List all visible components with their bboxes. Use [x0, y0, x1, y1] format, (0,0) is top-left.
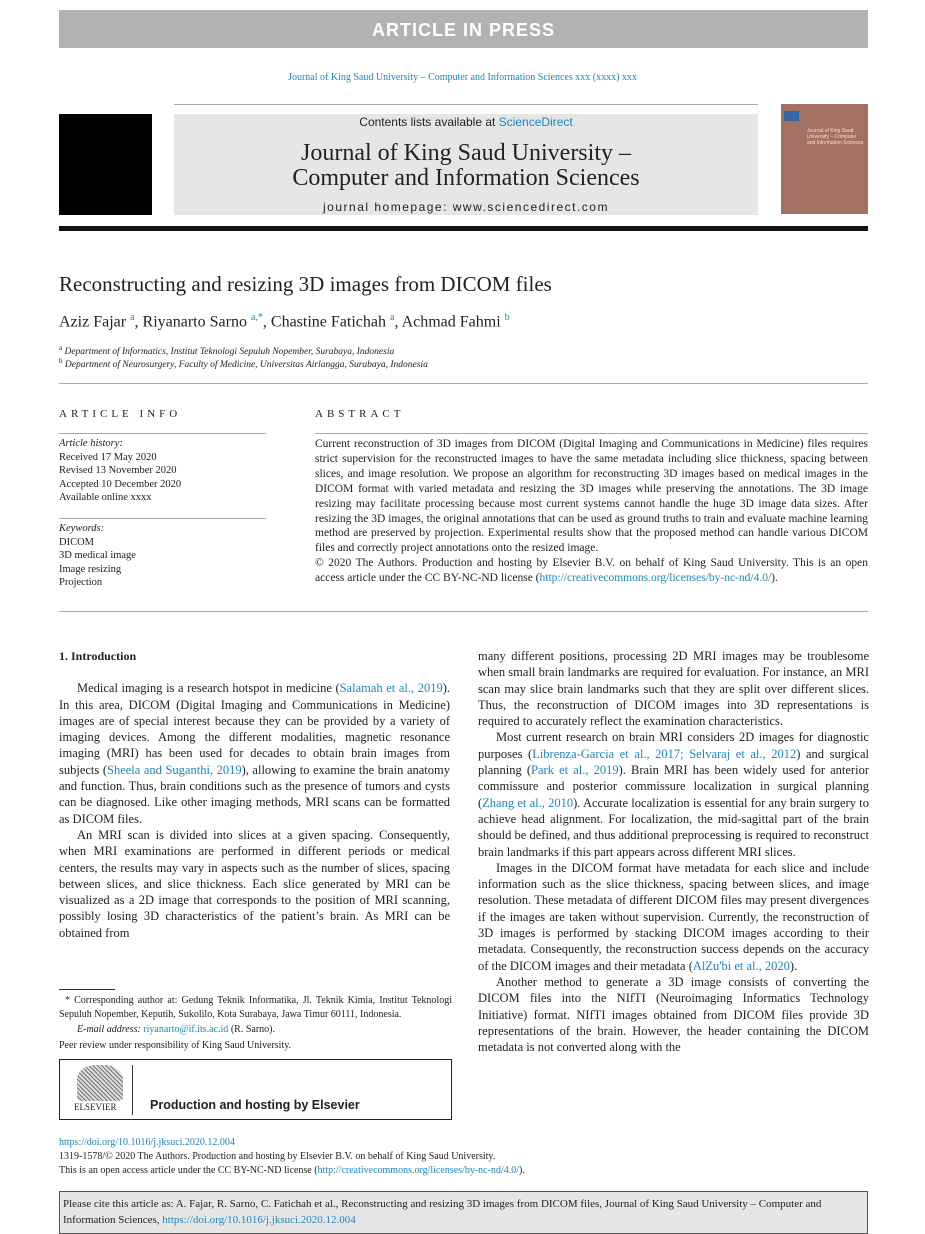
- affiliation-text: Department of Informatics, Institut Teknologi Sepuluh Nopember, Surabaya, Indonesia: [64, 347, 395, 358]
- column-left: [59, 648, 450, 1120]
- doi-link[interactable]: https://doi.org/10.1016/j.jksuci.2020.12.004: [59, 1137, 235, 1148]
- divider: [59, 383, 868, 384]
- article-title: Reconstructing and resizing 3D images from DICOM files: [59, 272, 552, 296]
- paragraph: many different positions, processing 2D MRI images may be troublesome when small brain landmarks are required for evaluation. For instance, an MRI scan may slice brain landmarks such that they are split over different slices. Thus, the reconstruction of DICOM images into 3D representations is required to accurately reflect the examination characteristics.: [478, 649, 869, 729]
- corresponding-note: * Corresponding author at: Gedung Teknik Informatika, Jl. Teknik Kimia, Institut Teknologi Sepuluh Nopember, Keputih, Sukolilo, Kota Surabaya, Jawa Timur 60111, Indonesia.: [59, 995, 452, 1020]
- copyright: © 2020 The Authors. Production and hosting by Elsevier B.V. on behalf of King Saud University. This is an open access article under the CC BY-NC-ND license (: [315, 557, 868, 585]
- journal-masthead: [174, 114, 758, 215]
- affil-mark[interactable]: a: [390, 312, 395, 323]
- text: ). Brain MRI has been widely used for anterior commissure and posterior commissure localization in surgical planning (: [478, 763, 869, 810]
- email-link[interactable]: riyanarto@if.its.ac.id: [143, 1024, 229, 1035]
- journal-cover-image: [781, 104, 868, 214]
- text: Images in the DICOM format have metadata for each slice and include information such as the slice thickness, spacing between slices, and image resolution. These metadata of different DICOM files may present divergences if the images are taken without supervision. Currently, the reconstruction of 3D images is performed by stacking DICOM images according to their metadata. Consequently, the reconstruction success depends on the accuracy of the DICOM images and their metadata (: [478, 860, 869, 973]
- affiliation: [59, 357, 428, 370]
- citation-link[interactable]: Park et al., 2019: [531, 763, 619, 778]
- license-link[interactable]: http://creativecommons.org/licenses/by-nc-nd/4.0/: [317, 1165, 519, 1176]
- elsevier-wordmark: ELSEVIER: [74, 1102, 117, 1112]
- abstract: [315, 437, 868, 586]
- divider: [174, 104, 758, 105]
- text: Medical imaging is a research hotspot in medicine (: [77, 681, 340, 696]
- author[interactable]: Achmad Fahmi: [401, 313, 501, 331]
- history-item: Accepted 10 December 2020: [59, 478, 182, 490]
- divider: [59, 433, 266, 434]
- journal-homepage: journal homepage: www.sciencedirect.com: [323, 200, 609, 214]
- author[interactable]: Riyanarto Sarno: [142, 313, 247, 331]
- text: Most current research on brain MRI considers 2D images for diagnostic purposes (: [478, 730, 869, 761]
- citation-link[interactable]: Salamah et al., 2019: [339, 681, 443, 696]
- sciencedirect-link[interactable]: ScienceDirect: [498, 115, 573, 129]
- text: ). Accurate localization is essential for any brain surgery to achieve head alignment. For localization, the mid-sagittal part of the brain should be defined, and thus additional preprocessing is required to reconstruct brain landmarks if this part appears across different MRI slices.: [478, 795, 869, 859]
- keyword: Image resizing: [59, 563, 122, 575]
- issn-line: 1319-1578/© 2020 The Authors. Production and hosting by Elsevier B.V. on behalf of King Saud University.: [59, 1151, 496, 1162]
- text: (R. Sarno).: [228, 1024, 275, 1035]
- abstract-text: Current reconstruction of 3D images from DICOM (Digital Imaging and Communications in Medicine) files requires strict supervision for the reconstructed images to have the same metadata including slice thickness, spacing between slices, and image resolution. We propose an algorithm for reconstructing 3D images based on medical images in the DICOM format with varied metadata and resizing the 3D images while preserving the annotations. The 3D image resizing may facilitate processing because most current systems cannot handle the huge 3D image data sizes. After resizing the 3D images, the original annotations that can be used as ground truths to train and evaluate machine learning method are preserved by projection. Experimental results show that the proposed method can handle various DICOM files and correctly project annotations onto the resized image.: [315, 438, 868, 555]
- email-label: E-mail address:: [77, 1024, 144, 1035]
- affiliation: [59, 344, 394, 357]
- paragraph: [59, 680, 450, 827]
- keyword: Projection: [59, 577, 103, 588]
- history-item: Received 17 May 2020: [59, 451, 157, 463]
- article-info-heading: ARTICLE INFO: [59, 408, 182, 420]
- paragraph: Another method to generate a 3D image consists of converting the DICOM files into the NIfTI (Neuroimaging Informatics Technology Initiative) format. NIfTI images obtained from DICOM files provide 3D representations of the brain. However, the header containing the DICOM metadata is not converted along with the: [478, 974, 869, 1055]
- journal-title-line1: Journal of King Saud University –: [301, 140, 631, 166]
- journal-title-line2: Computer and Information Sciences: [292, 165, 640, 191]
- keywords: [59, 522, 136, 590]
- divider: [59, 611, 868, 612]
- keywords-label: Keywords:: [59, 523, 105, 534]
- section-heading: 1. Introduction: [59, 649, 137, 663]
- peer-review-note: Peer review under responsibility of King Saud University.: [59, 1040, 292, 1051]
- elsevier-box: [59, 1059, 452, 1120]
- header-rule: [59, 226, 868, 231]
- divider: [315, 433, 868, 434]
- ksu-logo: [59, 114, 152, 215]
- history-item: Revised 13 November 2020: [59, 465, 177, 476]
- journal-reference[interactable]: Journal of King Saud University – Computer and Information Sciences xxx (xxxx) xxx: [288, 72, 637, 83]
- citation-link[interactable]: Sheela and Suganthi, 2019: [107, 762, 242, 777]
- doi-block: [59, 1136, 525, 1178]
- contents-label: Contents lists available at: [359, 115, 499, 129]
- text: This is an open access article under the CC BY-NC-ND license (: [59, 1165, 318, 1176]
- elsevier-tree-logo: [77, 1065, 123, 1101]
- article-in-press-banner: ARTICLE IN PRESS: [59, 10, 868, 48]
- author-list: Aziz Fajar $^a$, Riyanarto Sarno $^{a,*}$, Chastine Fatichah $^a$, Achmad Fahmi $^b$: [59, 312, 510, 331]
- paragraph: An MRI scan is divided into slices at a given spacing. Consequently, when MRI examinations are performed in different periods or medical centers, the results may vary in aspects such as the number of slices, spacing between slices, and slice thickness. Each slice generated by MRI can be visualized as a 2D image that corresponds to the position of MRI scanning, possibly losing 3D characteristics of the patient’s brain. As MRI can be obtained from: [59, 827, 450, 940]
- text: ).: [518, 1165, 525, 1176]
- doi-link[interactable]: https://doi.org/10.1016/j.jksuci.2020.12.004: [162, 1214, 356, 1226]
- citation-link[interactable]: Librenza-Garcia et al., 2017; Selvaraj et al., 2012: [532, 746, 797, 761]
- text: ), allowing to examine the brain anatomy and function. Thus, brain conditions such as the presence of tumors and cysts can be diagnosed. Like other imaging methods, MRI scans can be formatted as DICOM files.: [59, 762, 450, 826]
- footnote-rule: [59, 989, 115, 990]
- punct: ).: [771, 572, 778, 585]
- citation-box: [59, 1191, 868, 1234]
- citation-text: Please cite this article as: A. Fajar, R. Sarno, C. Fatichah et al., Reconstructing and resizing 3D images from DICOM files, Journal of King Saud University – Computer and Information Sciences,: [63, 1198, 822, 1226]
- affil-mark: b: [59, 357, 63, 365]
- affil-mark: a: [59, 344, 63, 352]
- affiliation-text: Department of Neurosurgery, Faculty of Medicine, Universitas Airlangga, Surabaya, Indonesia: [64, 360, 428, 371]
- cover-text: Journal of King Saud University – Computer and Information Sciences: [807, 128, 864, 146]
- footnotes: [59, 994, 452, 1053]
- paragraph: [478, 729, 869, 859]
- history-item: Available online xxxx: [59, 492, 152, 503]
- text: ). In this area, DICOM (Digital Imaging and Communications in Medicine) images are of special interest because they can be provided by a variety of imaging devices. Among the different modalities, magnetic resonance imaging (MRI) has been used for decades to obtain brain images from subjects (: [59, 681, 450, 777]
- abstract-heading: ABSTRACT: [315, 408, 405, 420]
- column-right: [478, 648, 869, 1055]
- keyword: DICOM: [59, 536, 95, 548]
- divider: [132, 1065, 133, 1115]
- affil-mark[interactable]: a: [130, 312, 135, 323]
- citation-link[interactable]: AlZu'bi et al., 2020: [692, 958, 790, 973]
- production-label: Production and hosting by Elsevier: [150, 1098, 360, 1112]
- affil-mark[interactable]: b: [504, 312, 510, 323]
- text: ).: [789, 958, 798, 973]
- text: ) and surgical planning (: [478, 746, 869, 778]
- affil-mark[interactable]: a,*: [250, 312, 263, 323]
- license-link[interactable]: http://creativecommons.org/licenses/by-nc-nd/4.0/: [539, 572, 772, 585]
- author[interactable]: Chastine Fatichah: [270, 313, 386, 331]
- paragraph: [478, 860, 869, 974]
- author[interactable]: Aziz Fajar: [59, 313, 127, 331]
- history-label: Article history:: [59, 438, 123, 449]
- article-history: [59, 437, 181, 505]
- keyword: 3D medical image: [59, 550, 136, 561]
- citation-link[interactable]: Zhang et al., 2010: [482, 795, 574, 810]
- divider: [59, 518, 266, 519]
